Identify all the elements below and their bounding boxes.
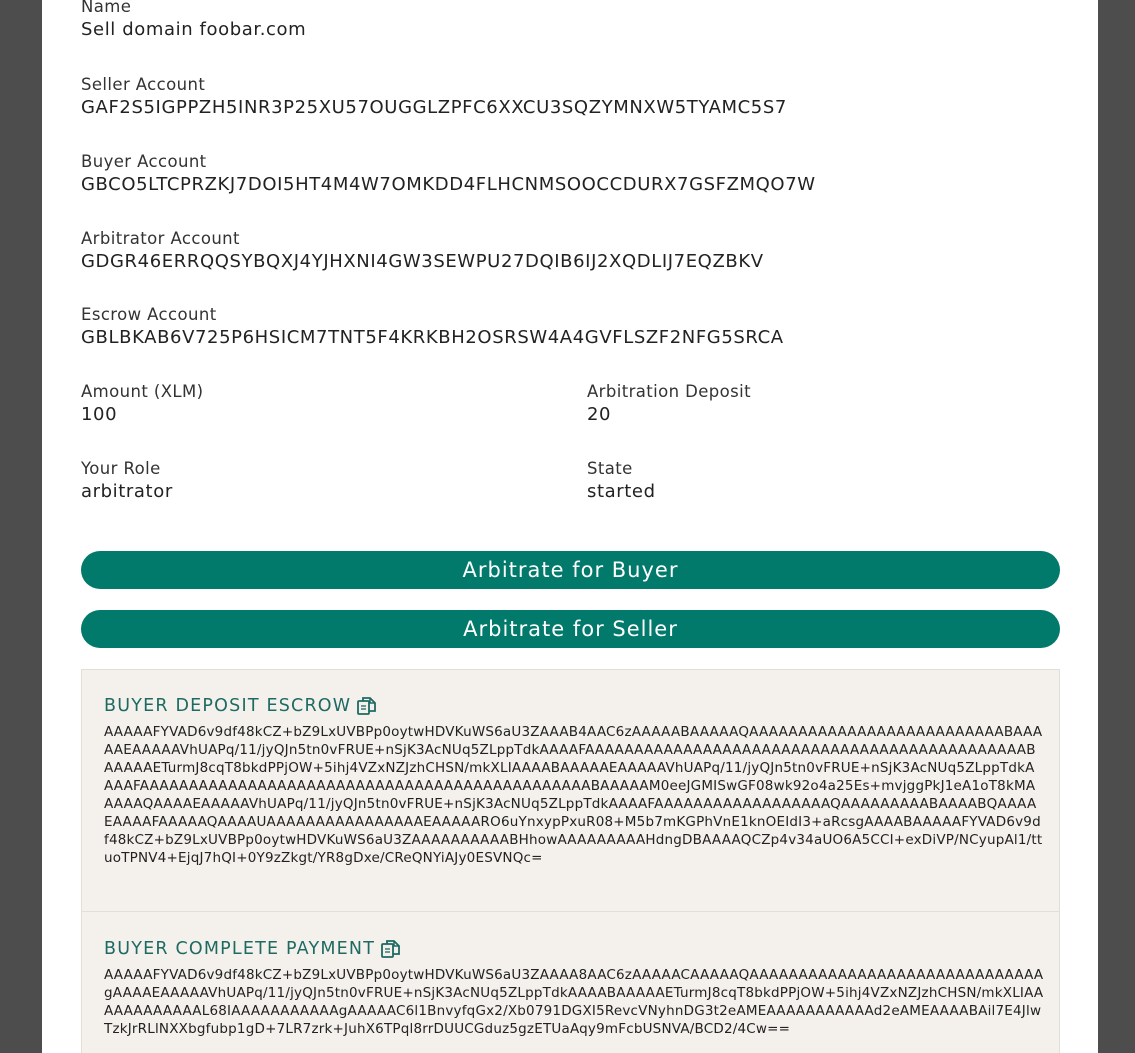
arbitrate-for-seller-button[interactable]: Arbitrate for Seller xyxy=(81,610,1060,648)
arbitration-deposit-value: 20 xyxy=(587,404,612,425)
role-value: arbitrator xyxy=(81,481,173,502)
arbitration-deposit-field xyxy=(587,381,751,427)
arbitrator-account-value: GDGR46ERRQQSYBQXJ4YJHXNI4GW3SEWPU27DQIB6IJ2XQDLIJ7EQZBKV xyxy=(81,251,764,272)
state-field xyxy=(587,458,656,504)
buyer-complete-payment-label: BUYER COMPLETE PAYMENT xyxy=(104,939,376,959)
buyer-account-field xyxy=(81,151,816,197)
state-value: started xyxy=(587,481,656,502)
buyer-deposit-escrow-title xyxy=(104,695,378,717)
buyer-complete-payment-panel xyxy=(81,911,1060,1053)
arbitrator-account-field xyxy=(81,228,764,274)
name-field xyxy=(81,0,306,42)
escrow-account-label: Escrow Account xyxy=(81,305,217,324)
escrow-detail-page xyxy=(42,0,1098,1053)
copy-icon[interactable] xyxy=(380,938,402,960)
name-value: Sell domain foobar.com xyxy=(81,19,307,40)
buyer-complete-payment-title xyxy=(104,938,402,960)
amount-field xyxy=(81,381,204,427)
arbitration-deposit-label: Arbitration Deposit xyxy=(587,382,752,401)
buyer-account-value: GBCO5LTCPRZKJ7DOI5HT4M4W7OMKDD4FLHCNMSOOCCDURX7GSFZMQO7W xyxy=(81,174,816,195)
escrow-account-value: GBLBKAB6V725P6HSICM7TNT5F4KRKBH2OSRSW4A4GVFLSZF2NFG5SRCA xyxy=(81,327,784,348)
arbitrator-account-label: Arbitrator Account xyxy=(81,229,240,248)
escrow-account-field xyxy=(81,304,784,350)
copy-icon[interactable] xyxy=(356,695,378,717)
buyer-deposit-escrow-label: BUYER DEPOSIT ESCROW xyxy=(104,696,352,716)
buyer-deposit-escrow-xdr: AAAAAFYVAD6v9df48kCZ+bZ9LxUVBPp0oytwHDVKuWS6aU3ZAAAB4AAC6zAAAAABAAAAAQAAAAAAAAAAAAAAAAAAAAAAAAAABAAAAAEAAAAAVhUAPq/11/jyQJn5tn0vFRUE+nSjK3AcNUq5ZLppTdkAAAAFAAAAAAAAAAAAAAAAAAAAAAAAAAAAAAAAAAAAAAAAAAAAABAAAAAETurmJ8cqT8bkdPPjOW+5ihj4VZxNZJzhCHSN/mkXLIAAAABAAAAAEAAAAAVhUAPq/11/jyQJn5tn0vFRUE+nSjK3AcNUq5ZLppTdkAAAAFAAAAAAAAAAAAAAAAAAAAAAAAAAAAAAAAAAAAAAAAAAAAAABAAAAAM0eeJGMISwGF08wk92o4a25Es+mvjggPkJ1eA1oT8kMAAAAAQAAAAEAAAAAVhUAPq/11/jyQJn5tn0vFRUE+nSjK3AcNUq5ZLppTdkAAAAFAAAAAAAAAAAAAAAAAAQAAAAAAAAABAAAABQAAAAEAAAAFAAAAAQAAAAUAAAAAAAAAAAAAAAAEAAAAARO6uYnxypPxuR08+M5b7mKGPhVnE1knOEIdI3+aRcsgAAAABAAAAAFYVAD6v9df48kCZ+bZ9LxUVBPp0oytwHDVKuWS6aU3ZAAAAAAAAAABHhowAAAAAAAAAHdngDBAAAAQCZp4v34aUO6A5CCI+exDiVP/NCyupAl1/ttuoTPNV4+EjqJ7hQI+0Y9zZkgt/YR8gDxe/CReQNYiAJy0ESVNQc= xyxy=(104,724,1043,866)
amount-value: 100 xyxy=(81,404,118,425)
amount-label: Amount (XLM) xyxy=(81,382,204,401)
seller-account-value: GAF2S5IGPPZH5INR3P25XU57OUGGLZPFC6XXCU3SQZYMNXW5TYAMC5S7 xyxy=(81,97,787,118)
state-label: State xyxy=(587,459,633,478)
buyer-complete-payment-xdr: AAAAAFYVAD6v9df48kCZ+bZ9LxUVBPp0oytwHDVKuWS6aU3ZAAAA8AAC6zAAAAACAAAAAQAAAAAAAAAAAAAAAAAAAAAAAAAAAAAAgAAAAEAAAAAVhUAPq/11/jyQJn5tn0vFRUE+nSjK3AcNUq5ZLppTdkAAAABAAAAAETurmJ8cqT8bkdPPjOW+5ihj4VZxNZJzhCHSN/mkXLIAAAAAAAAAAAAL68IAAAAAAAAAAAgAAAAAC6l1BnvyfqGx2/Xb0791DGXI5RevcVNyhnDG3t2eAMEAAAAAAAAAAAd2eAMEAAAABAil7E4JlwTzkJrRLlNXXbgfubp1gD+7LR7zrk+JuhX6TPql8rrDUUCGduz5gzETUaAqy9mFcbUSNVA/BCD2/4Cw== xyxy=(104,967,1044,1037)
buyer-account-label: Buyer Account xyxy=(81,152,207,171)
arbitrate-for-buyer-button[interactable]: Arbitrate for Buyer xyxy=(81,551,1060,589)
role-label: Your Role xyxy=(81,459,161,478)
buyer-deposit-escrow-panel xyxy=(81,669,1060,912)
seller-account-field xyxy=(81,74,787,120)
role-field xyxy=(81,458,173,504)
name-label: Name xyxy=(81,0,132,16)
seller-account-label: Seller Account xyxy=(81,75,206,94)
